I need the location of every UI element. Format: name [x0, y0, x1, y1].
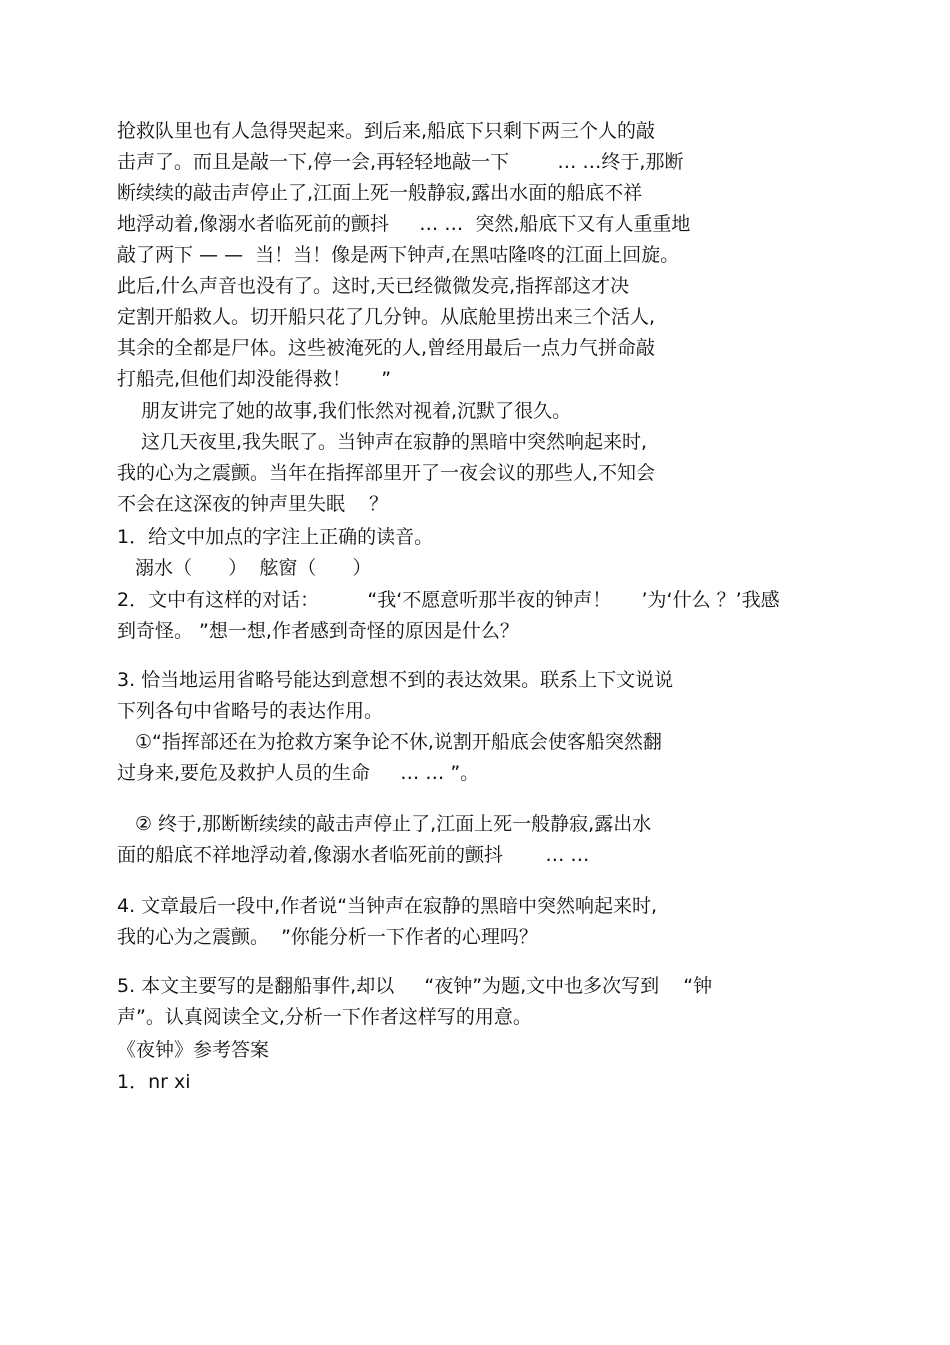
paragraph-friend-finished: 朋友讲完了她的故事,我们怅然对视着,沉默了很久。 [141, 400, 572, 422]
question-3-item-2: ② 终于,那断断续续的敲击声停止了,江面上死一般静寂,露出水 [135, 813, 652, 835]
question-4: 4. 文章最后一段中,作者说“当钟声在寂静的黑暗中突然响起来时, [117, 895, 658, 917]
story-line: 地浮动着,像溺水者临死前的颤抖 … … 突然,船底下又有人重重地 [117, 213, 691, 235]
story-line: 敲了两下 — — 当！当！像是两下钟声,在黑咕隆咚的江面上回旋。 [117, 244, 680, 266]
story-line: 打船壳,但他们却没能得救！ ” [117, 368, 392, 390]
question-3-item-1: ①“指挥部还在为抢救方案争论不休,说割开船底会使客船突然翻 [135, 731, 662, 753]
story-line: 其余的全都是尸体。这些被淹死的人,曾经用最后一点力气拼命敲 [117, 337, 656, 359]
question-1: 1．给文中加点的字注上正确的读音。 [117, 526, 434, 548]
question-3-item-1: 过身来,要危及救护人员的生命 … … ”。 [117, 762, 480, 784]
story-line: 击声了。而且是敲一下,停一会,再轻轻地敲一下 … …终于,那断 [117, 151, 684, 173]
paragraph-sleepless: 不会在这深夜的钟声里失眠 ？ [117, 493, 389, 515]
question-1-blanks: 溺水（ ） 舷窗（ ） [135, 557, 372, 579]
story-line: 此后,什么声音也没有了。这时,天已经微微发亮,指挥部这才决 [117, 275, 630, 297]
question-3: 下列各句中省略号的表达作用。 [117, 700, 384, 722]
story-line: 断续续的敲击声停止了,江面上死一般静寂,露出水面的船底不祥 [117, 182, 643, 204]
story-line: 定割开船救人。切开船只花了几分钟。从底舱里捞出来三个活人, [117, 306, 656, 328]
question-2: 到奇怪。 ”想一想,作者感到奇怪的原因是什么？ [117, 620, 519, 642]
question-5: 声”。认真阅读全文,分析一下作者这样写的用意。 [117, 1006, 532, 1028]
question-5: 5. 本文主要写的是翻船事件,却以 “夜钟”为题,文中也多次写到 “钟 [117, 975, 713, 997]
answer-1: 1．nr xi [117, 1071, 191, 1093]
answers-title: 《夜钟》参考答案 [117, 1039, 270, 1061]
question-4: 我的心为之震颤。 ”你能分析一下作者的心理吗？ [117, 926, 538, 948]
question-3-item-2: 面的船底不祥地浮动着,像溺水者临死前的颤抖 … … [117, 844, 590, 866]
question-3: 3. 恰当地运用省略号能达到意想不到的表达效果。联系上下文说说 [117, 669, 674, 691]
question-2: 2．文中有这样的对话： “我‘不愿意听那半夜的钟声！ ’为‘什么 ？’我感 [117, 589, 780, 611]
paragraph-sleepless: 这几天夜里,我失眠了。当钟声在寂静的黑暗中突然响起来时, [141, 431, 648, 453]
story-line: 抢救队里也有人急得哭起来。到后来,船底下只剩下两三个人的敲 [117, 120, 656, 142]
paragraph-sleepless: 我的心为之震颤。当年在指挥部里开了一夜会议的那些人,不知会 [117, 462, 656, 484]
